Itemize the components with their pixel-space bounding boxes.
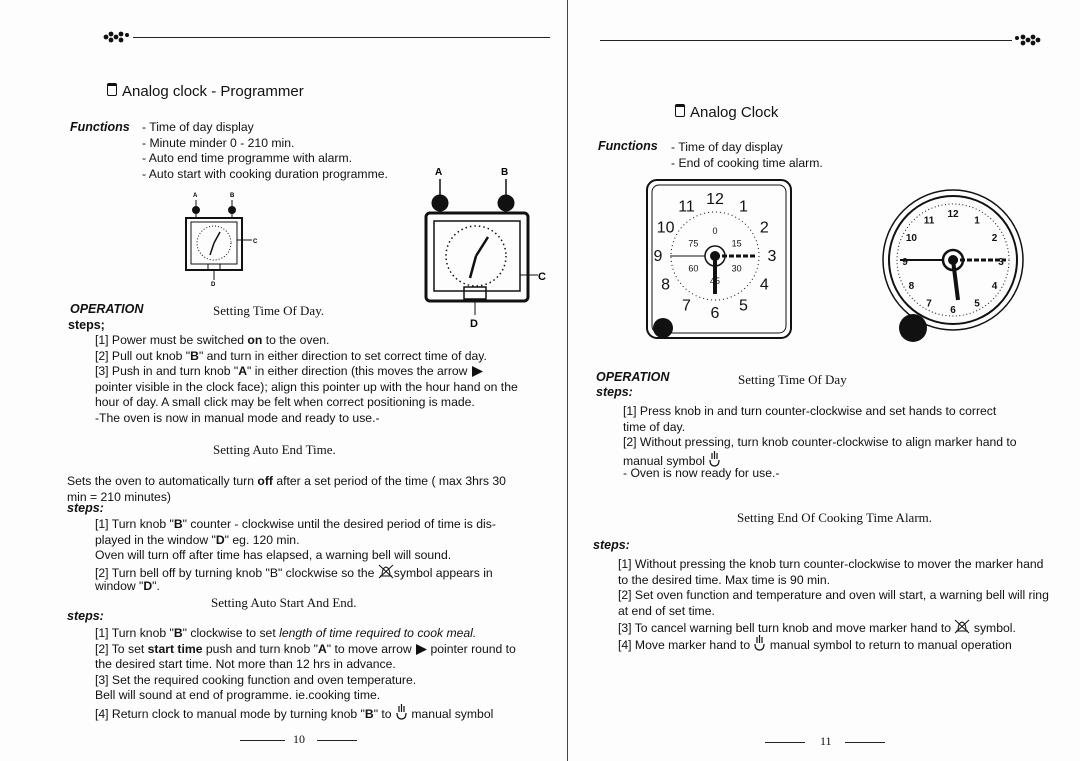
step-line xyxy=(95,548,496,564)
operation-label: OPERATION xyxy=(70,302,144,316)
bullet-icon xyxy=(675,104,685,117)
text-segment: [3] Set the required cooking function and oven temperature. xyxy=(95,672,417,687)
step-line xyxy=(618,588,1049,604)
clock-numeral: 4 xyxy=(991,281,998,292)
label-b: B xyxy=(501,167,509,178)
clock-numeral: 1 xyxy=(739,198,748,216)
small-programmer-clock-diagram xyxy=(170,188,270,288)
footer-rule xyxy=(317,740,357,741)
hand-icon xyxy=(753,635,766,656)
clock-numeral: 12 xyxy=(947,209,959,220)
clock-numeral: 2 xyxy=(759,219,769,237)
clock-numeral: 2 xyxy=(991,233,998,244)
text-segment: manual symbol xyxy=(623,453,709,468)
steps-label: steps: xyxy=(593,538,630,552)
text-segment: time of day. xyxy=(623,419,686,434)
step-line xyxy=(95,395,518,411)
text-segment: [1] Turn knob " xyxy=(95,517,174,531)
clock-numeral: 6 xyxy=(950,305,956,316)
text-segment: symbol. xyxy=(970,621,1016,636)
text-segment: window " xyxy=(95,579,144,594)
clock-numeral: 7 xyxy=(682,297,691,315)
steps-label: steps; xyxy=(68,318,105,332)
step-line xyxy=(618,604,1049,620)
functions-label: Functions xyxy=(70,120,130,134)
operation-label: OPERATION xyxy=(596,370,670,384)
text-segment: [2] Without pressing, turn knob counter-clockwise to align marker hand to xyxy=(623,435,1017,450)
step-line xyxy=(67,490,506,506)
label-a: A xyxy=(435,167,443,178)
text-segment: " clockwise to set xyxy=(182,626,280,640)
dial-numeral: 60 xyxy=(688,263,699,274)
text-segment: B xyxy=(173,517,183,531)
hand-icon xyxy=(395,704,408,725)
step-line xyxy=(95,533,496,549)
text-segment: Sets the oven to automatically turn xyxy=(67,474,258,488)
page-divider xyxy=(567,0,568,761)
step-line xyxy=(95,688,516,704)
text-segment: manual symbol xyxy=(407,706,494,721)
function-item: - Minute minder 0 - 210 min. xyxy=(142,135,295,150)
steps-label: steps: xyxy=(67,501,104,515)
text-segment: Oven will turn off after time has elapsed, a warning bell will sound. xyxy=(95,548,452,563)
clock-numeral: 7 xyxy=(926,298,932,310)
text-segment: [1] Turn knob " xyxy=(95,626,174,640)
step-line xyxy=(623,420,1017,436)
clock-numeral: 6 xyxy=(710,305,720,322)
text-segment: off xyxy=(257,474,273,488)
text-segment: B xyxy=(173,626,183,640)
dial-numeral: 45 xyxy=(709,276,721,286)
text-segment: - Oven is now ready for use.- xyxy=(623,466,780,481)
label-c: C xyxy=(253,239,258,245)
header-rule xyxy=(600,40,1012,41)
logo-dots-icon xyxy=(1012,31,1044,49)
page-number: 11 xyxy=(820,734,832,748)
step-line xyxy=(95,380,518,396)
text-segment: D xyxy=(143,579,153,594)
text-segment: B xyxy=(364,706,374,721)
text-segment: [1] Power must be switched xyxy=(95,333,248,347)
text-segment: [3] To cancel warning bell turn knob and move marker hand to xyxy=(618,621,955,636)
functions-label: Functions xyxy=(598,139,658,153)
text-segment: " to xyxy=(373,706,395,721)
heading-setting-time-of-day: Setting Time Of Day. xyxy=(213,303,325,318)
clock-numeral: 3 xyxy=(767,248,777,265)
function-item: - End of cooking time alarm. xyxy=(671,155,823,170)
text-segment: start time xyxy=(147,641,203,656)
dial-numeral: 0 xyxy=(712,226,718,236)
time-of-day-steps xyxy=(623,404,1017,482)
clock-numeral: 3 xyxy=(998,257,1004,268)
time-of-day-steps xyxy=(95,333,518,427)
step-line xyxy=(95,579,496,595)
text-segment: at end of set time. xyxy=(618,603,715,618)
auto-end-intro xyxy=(67,474,506,505)
functions-list xyxy=(671,140,823,171)
auto-end-steps xyxy=(95,517,496,595)
text-segment: min = 210 minutes) xyxy=(67,489,171,504)
label-a: A xyxy=(193,193,198,199)
step-line xyxy=(623,466,1017,482)
step-line xyxy=(67,474,506,490)
heading-end-of-cooking-alarm: Setting End Of Cooking Time Alarm. xyxy=(737,510,933,525)
heading-auto-start-end: Setting Auto Start And End. xyxy=(211,595,357,610)
alarm-steps xyxy=(618,557,1049,651)
heading-auto-end-time: Setting Auto End Time. xyxy=(213,442,336,457)
square-analog-clock-diagram xyxy=(645,178,793,343)
step-line xyxy=(95,626,516,642)
dial-numeral: 30 xyxy=(731,263,742,274)
text-segment: " eg. 120 min. xyxy=(224,532,300,547)
text-segment: the desired start time. Not more than 12 hrs in advance. xyxy=(95,657,396,672)
text-segment: after a set period of the time ( max 3hrs 30 xyxy=(272,474,506,488)
step-line xyxy=(618,635,1049,651)
knob xyxy=(899,314,927,342)
text-segment: B xyxy=(190,348,199,363)
footer-rule xyxy=(845,742,885,743)
clock-numeral: 5 xyxy=(739,297,748,315)
step-line xyxy=(95,333,518,349)
clock-numeral: 10 xyxy=(656,219,675,237)
title-text: Analog Clock xyxy=(690,104,779,121)
dial-numeral: 75 xyxy=(688,238,699,249)
text-segment: push and turn knob " xyxy=(202,641,318,656)
text-segment: to the desired time. Max time is 90 min. xyxy=(618,572,831,587)
clock-numeral: 11 xyxy=(923,215,935,227)
knob xyxy=(653,318,673,338)
step-line xyxy=(95,364,518,380)
text-segment: A xyxy=(238,364,248,379)
steps-label: steps: xyxy=(67,609,104,623)
step-line xyxy=(95,411,518,427)
text-segment: [2] To set xyxy=(95,641,148,656)
section-title xyxy=(107,83,304,100)
text-segment: [4] Move marker hand to xyxy=(618,637,754,652)
clock-numeral: 5 xyxy=(974,298,980,310)
clock-numeral: 12 xyxy=(706,191,724,208)
text-segment: Bell will sound at end of programme. ie.cooking time. xyxy=(95,688,381,703)
clock-numeral: 8 xyxy=(908,281,915,292)
text-segment: ". xyxy=(152,579,160,594)
clock-numeral: 8 xyxy=(661,276,671,294)
clock-numeral: 1 xyxy=(974,215,980,227)
label-b: B xyxy=(230,193,235,199)
step-line xyxy=(95,564,496,580)
clock-numeral: 4 xyxy=(759,276,769,294)
step-line xyxy=(623,404,1017,420)
text-segment: length of time required to cook meal. xyxy=(279,626,477,640)
step-line xyxy=(623,435,1017,451)
clock-numeral: 9 xyxy=(653,248,663,265)
text-segment: [2] Set oven function and temperature and oven will start, a warning bell will ring xyxy=(618,588,1049,603)
step-line xyxy=(618,573,1049,589)
text-segment: [4] Return clock to manual mode by turning knob " xyxy=(95,706,365,721)
text-segment: hour of day. A small click may be felt when correct positioning is made. xyxy=(95,395,475,410)
text-segment: " counter - clockwise until the desired period of time is dis- xyxy=(182,517,496,531)
round-analog-clock-diagram xyxy=(878,188,1028,343)
text-segment: to the oven. xyxy=(262,333,330,347)
step-line xyxy=(95,704,516,720)
label-d: D xyxy=(211,282,216,288)
bullet-icon xyxy=(107,83,117,96)
step-line xyxy=(618,619,1049,635)
heading-setting-time-of-day: Setting Time Of Day xyxy=(738,372,847,387)
function-item: - Auto end time programme with alarm. xyxy=(142,151,352,166)
text-segment: manual symbol to return to manual operation xyxy=(766,637,1012,652)
footer-rule xyxy=(240,740,285,741)
text-segment: " and turn in either direction to set correct time of day. xyxy=(198,348,487,363)
function-item: - Time of day display xyxy=(671,140,783,154)
text-segment: [1] Without pressing the knob turn counter-clockwise to mover the marker hand xyxy=(618,557,1044,571)
text-segment: played in the window " xyxy=(95,532,216,547)
arrow-icon xyxy=(415,644,427,660)
section-title xyxy=(675,104,778,121)
step-line xyxy=(623,451,1017,467)
step-line xyxy=(95,657,516,673)
text-segment: [2] Pull out knob " xyxy=(95,348,191,363)
clock-numeral: 11 xyxy=(678,198,695,216)
label-d: D xyxy=(470,318,478,330)
text-segment: [3] Push in and turn knob " xyxy=(95,364,239,379)
step-line xyxy=(95,642,516,658)
clock-numeral: 9 xyxy=(902,257,908,268)
large-programmer-clock-diagram xyxy=(420,165,550,335)
step-line xyxy=(95,517,496,533)
text-segment: pointer round to xyxy=(427,641,516,656)
text-segment: A xyxy=(317,641,327,656)
clock-numeral: 10 xyxy=(905,233,917,244)
text-segment: on xyxy=(247,333,263,347)
functions-list xyxy=(142,120,388,182)
title-text: Analog clock - Programmer xyxy=(122,83,304,100)
text-segment: D xyxy=(215,532,225,547)
text-segment: pointer visible in the clock face); align this pointer up with the hour hand on the xyxy=(95,379,518,394)
text-segment: symbol appears in xyxy=(393,565,493,580)
function-item: - Auto start with cooking duration programme. xyxy=(142,166,388,181)
steps-label: steps: xyxy=(596,385,633,399)
step-line xyxy=(95,349,518,365)
text-segment: " to move arrow xyxy=(326,641,416,656)
text-segment: [1] Press knob in and turn counter-clockwise and set hands to correct xyxy=(623,404,997,418)
label-c: C xyxy=(538,271,546,283)
text-segment: -The oven is now in manual mode and ready to use.- xyxy=(95,410,380,425)
text-segment: [2] Turn bell off by turning knob "B" clockwise so the xyxy=(95,565,378,580)
auto-start-steps xyxy=(95,626,516,720)
text-segment: " in either direction (this moves the arrow xyxy=(247,364,471,379)
step-line xyxy=(618,557,1049,573)
header-rule xyxy=(133,37,550,38)
function-item: - Time of day display xyxy=(142,120,254,134)
logo-dots-icon xyxy=(100,28,132,46)
bell-off-icon xyxy=(378,564,394,584)
footer-rule xyxy=(765,742,805,743)
step-line xyxy=(95,673,516,689)
dial-numeral: 15 xyxy=(731,238,742,249)
page-number: 10 xyxy=(293,732,305,746)
